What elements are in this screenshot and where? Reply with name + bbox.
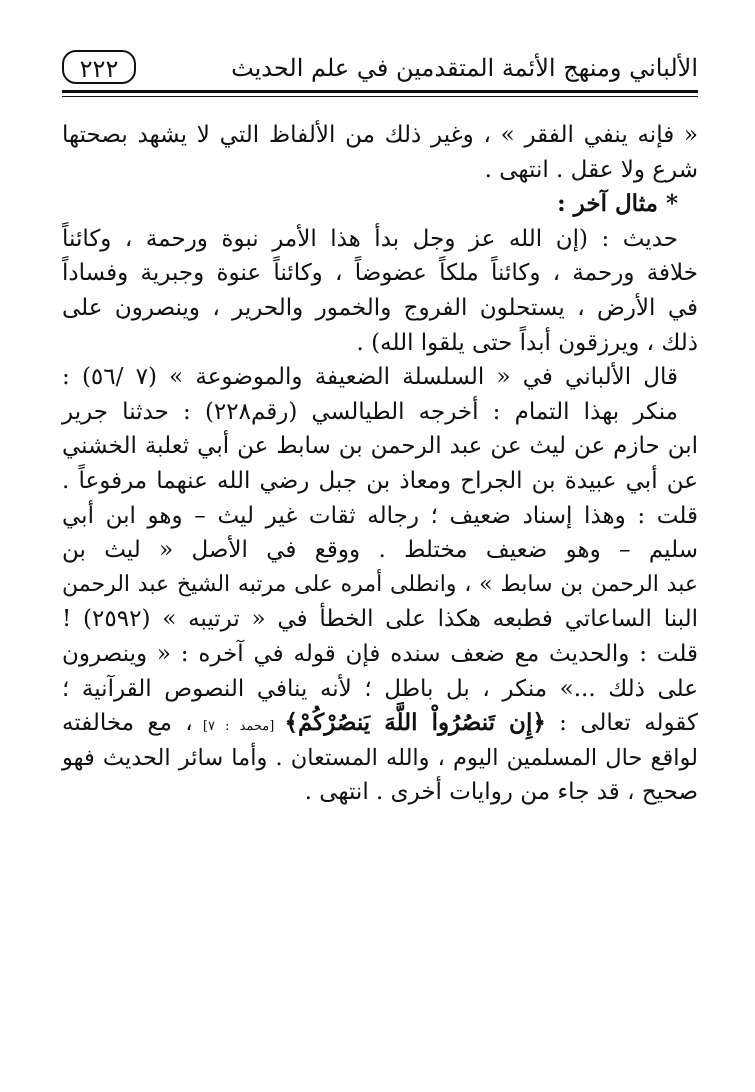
verse-citation: [محمد : ٧] [192,719,285,735]
verse-line [62,706,698,741]
text-line: على ذلك ...» منكر ، بل باطل ؛ لأنه ينافي النصوص القرآنية ؛ [62,675,698,702]
text-line: لواقع حال المسلمين اليوم ، والله المستعان . وأما سائر الحديث فهو [62,744,698,771]
text-line: خلافة ورحمة ، وكائناً ملكاً عضوضاً ، وكائناً عنوة وجبرية وفساداً [62,260,698,287]
text-line: في الأرض ، يستحلون الفروج والخمور والحرير ، وينصرون على [62,294,698,321]
page-header [62,50,698,94]
text-line: عبد الرحمن بن سابط » ، وانطلى أمره على مرتبه الشيخ عبد الرحمن [62,571,698,597]
book-page [62,0,698,1092]
text-line: البنا الساعاتي فطبعه هكذا على الخطأ في « ترتيبه » (٢٥٩٢) ! [62,606,698,633]
text-line: منكر بهذا التمام : أخرجه الطيالسي (رقم٢٢٨) : حدثنا جرير [62,398,678,425]
quran-verse: ﴿إِن تَنصُرُواْ اللَّهَ يَنصُرْكُمْ﴾ [284,709,546,737]
text-line: ابن حازم عن ليث عن عبد الرحمن بن سابط عن أبي ثعلبة الخشني [62,433,698,460]
text-line: قال الألباني في « السلسلة الضعيفة والموضوعة » (٧ /٥٦) : [62,364,678,391]
text-line: شرع ولا عقل . انتهى . [484,156,698,183]
text-line: « فإنه ينفي الفقر » ، وغير ذلك من الألفاظ التي لا يشهد بصحتها [62,122,698,148]
text-line: ذلك ، ويرزقون أبداً حتى يلقوا الله) . [356,329,698,356]
running-title: الألباني ومنهج الأئمة المتقدمين في علم الحديث [231,54,698,82]
text-line: سليم – وهو ضعيف مختلط . ووقع في الأصل « ليث بن [62,537,698,564]
text-line: حديث : (إن الله عز وجل بدأ هذا الأمر نبوة ورحمة ، وكائناً [62,225,678,252]
text-line: عن أبي عبيدة بن الجراح ومعاذ بن جبل رضي الله عنهما مرفوعاً . [62,467,698,494]
verse-line-after: ، مع مخالفته [62,710,193,737]
text-line: قلت : والحديث مع ضعف سنده فإن قوله في آخره : « وينصرون [62,640,698,667]
page-number: ٢٢٢ [62,50,136,84]
section-heading: * مثال آخر : [557,190,678,218]
text-line: قلت : وهذا إسناد ضعيف ؛ رجاله ثقات غير ليث – وهو ابن أبي [62,502,698,529]
verse-line-before: كقوله تعالى : [545,710,698,737]
header-rule-thin [62,96,698,97]
header-rule-thick [62,90,698,93]
body-text [62,118,698,810]
text-line: صحيح ، قد جاء من روايات أخرى . انتهى . [304,779,698,806]
